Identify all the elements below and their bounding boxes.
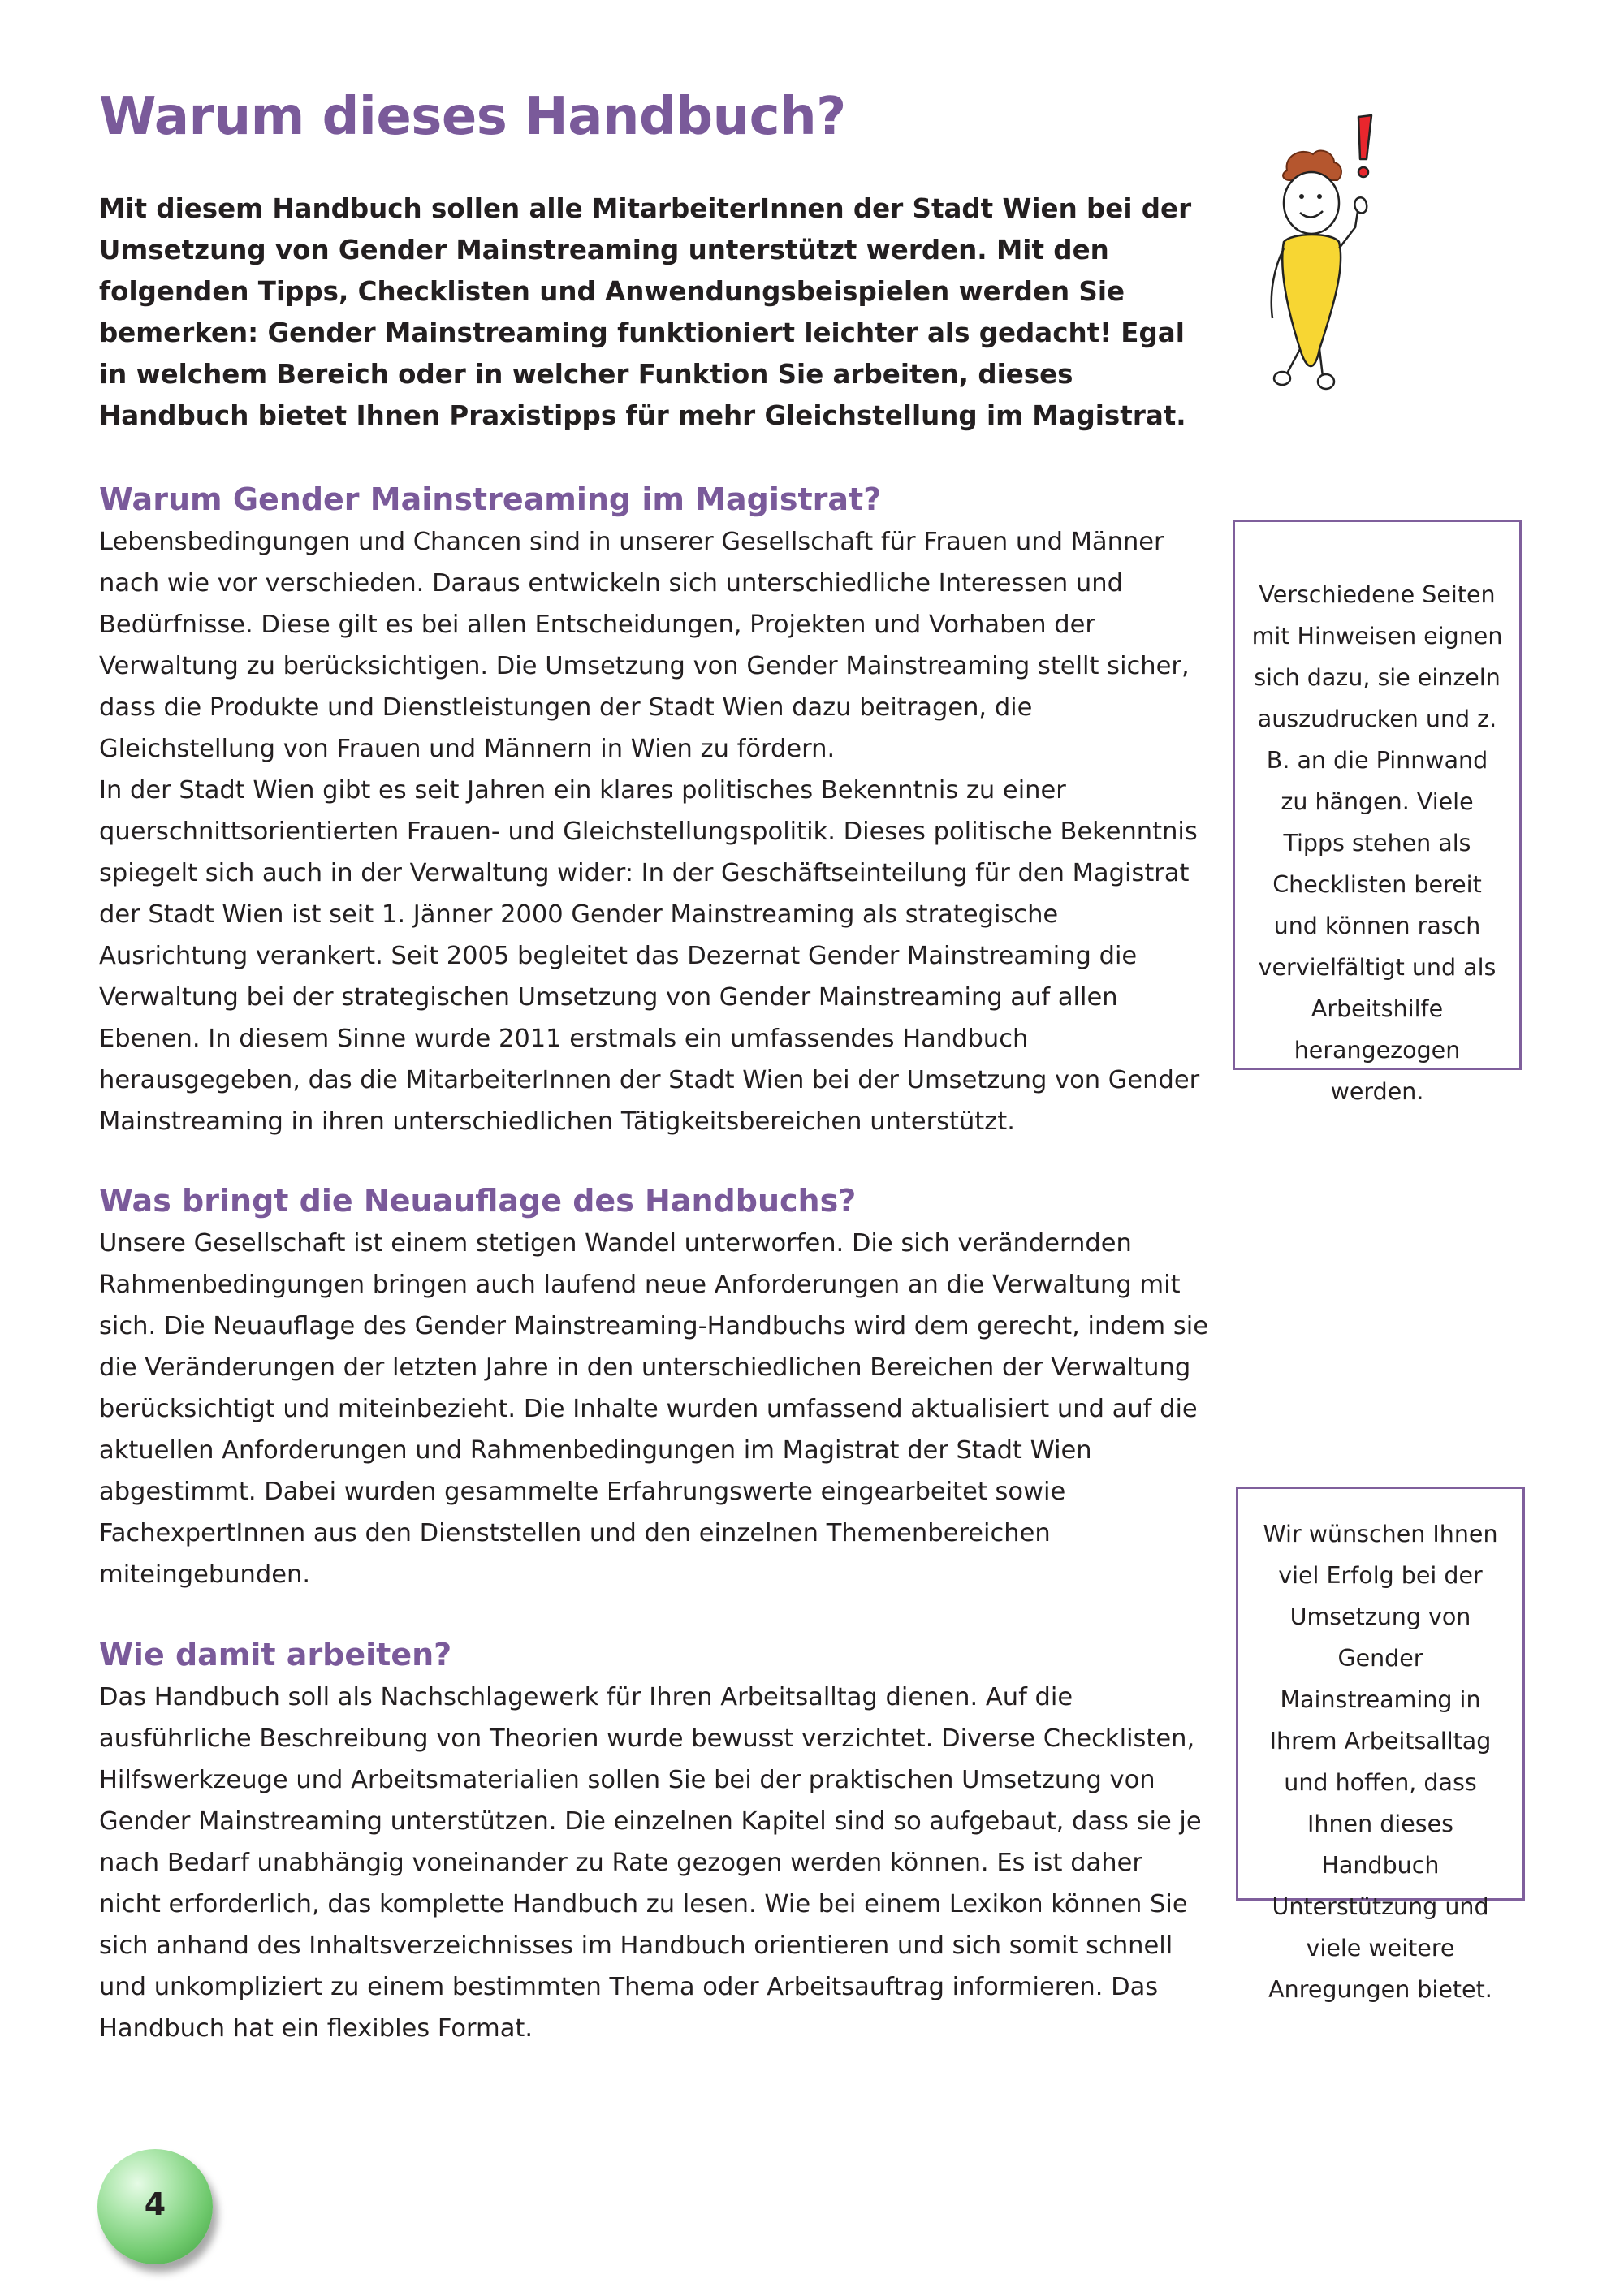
section-heading: Warum Gender Mainstreaming im Magistrat? <box>99 481 882 517</box>
exclamation-icon <box>1358 115 1371 177</box>
page-title: Warum dieses Handbuch? <box>99 87 846 147</box>
section-paragraph: Das Handbuch soll als Nachschlagewerk für Ihren Arbeitsalltag dienen. Auf die ausführliche Beschreibung von Theorien wurde bewusst verzichtet. Diverse Checklisten, Hilfswerkzeuge und Arbeitsmaterialien sollen Sie bei der praktischen Umsetzung von Gender Mainstreaming unterstützen. Die einzelnen Kapitel sind so aufgebaut, dass sie je nach Bedarf unabhängig voneinander zu Rate gezogen werden können. Es ist daher nicht erforderlich, das komplette Handbuch zu lesen. Wie bei einem Lexikon können Sie sich anhand des Inhaltsverzeichnisses im Handbuch orientieren und sich somit schnell und unkompliziert zu einem bestimmten Thema oder Arbeitsauftrag informieren. Das Handbuch hat ein flexibles Format. <box>99 1683 1202 2043</box>
sidebox-erfolg-wunsch <box>1236 1487 1525 2003</box>
section-paragraph: Lebensbedingungen und Chancen sind in unserer Gesellschaft für Frauen und Männer nach wie vor verschieden. Daraus entwickeln sich unterschiedliche Interessen und Bedürfnisse. Diese gilt es bei allen Entscheidungen, Projekten und Vorhaben der Verwaltung zu berücksichtigen. Die Umsetzung von Gender Mainstreaming stellt sicher, dass die Produkte und Dienstleistungen der Stadt Wien dazu beitragen, die Gleichstellung von Frauen und Männern in Wien zu fördern. <box>99 528 1190 763</box>
sidebox-hinweis-drucken <box>1233 520 1522 1105</box>
section-paragraph: Unsere Gesellschaft ist einem stetigen Wandel unterworfen. Die sich verändernden Rahmenbedingungen bringen auch laufend neue Anforderungen an die Verwaltung mit sich. Die Neuauflage des Gender Mainstreaming-Handbuchs wird dem gerecht, indem sie die Veränderungen der letzten Jahre in den unterschiedlichen Bereichen der Verwaltung berücksichtigt und miteinbezieht. Die Inhalte wurden umfassend aktualisiert und auf die aktuellen Anforderungen und Rahmenbedingungen im Magistrat der Stadt Wien abgestimmt. Dabei wurden gesammelte Erfahrungswerte eingearbeitet sowie FachexpertInnen aus den Dienststellen und den einzelnen Themenbereichen miteingebunden. <box>99 1229 1208 1589</box>
section-wie-damit-arbeiten <box>99 1633 1212 2049</box>
page-number: 4 <box>144 2186 166 2222</box>
section-neuauflage <box>99 1179 1212 1595</box>
sidebox-text: Verschiedene Seiten mit Hinweisen eignen sich dazu, sie einzeln auszudrucken und z. B. an die Pinnwand zu hängen. Viele Tipps stehen als Checklisten bereit und können rasch vervielfältigt und als Arbeitshilfe herangezogen werden. <box>1251 581 1503 1105</box>
character-icon <box>1272 150 1367 389</box>
intro-paragraph: Mit diesem Handbuch sollen alle MitarbeiterInnen der Stadt Wien bei der Umsetzung von Gender Mainstreaming unterstützt werden. Mit den folgenden Tipps, Checklisten und Anwendungsbeispielen werden Sie bemerken: Gender Mainstreaming funktioniert leichter als gedacht! Egal in welchem Bereich oder in welcher Funktion Sie arbeiten, dieses Handbuch bietet Ihnen Praxistipps für mehr Gleichstellung im Magistrat. <box>99 193 1192 431</box>
mascot-illustration <box>1255 106 1393 398</box>
section-heading: Wie damit arbeiten? <box>99 1637 452 1672</box>
section-heading: Was bringt die Neuauflage des Handbuchs? <box>99 1183 857 1219</box>
section-paragraph: In der Stadt Wien gibt es seit Jahren ein klares politisches Bekenntnis zu einer querschnittsorientierten Frauen- und Gleichstellungspolitik. Dieses politische Bekenntnis spiegelt sich auch in der Verwaltung wider: In der Geschäftseinteilung für den Magistrat der Stadt Wien ist seit 1. Jänner 2000 Gender Mainstreaming als strategische Ausrichtung verankert. Seit 2005 begleitet das Dezernat Gender Mainstreaming die Verwaltung bei der strategischen Umsetzung von Gender Mainstreaming auf allen Ebenen. In diesem Sinne wurde 2011 erstmals ein umfassendes Handbuch herausgegeben, das die MitarbeiterInnen der Stadt Wien bei der Umsetzung von Gender Mainstreaming in ihren unterschiedlichen Tätigkeitsbereichen unterstützt. <box>99 776 1200 1136</box>
section-warum-gender-mainstreaming <box>99 477 1212 1142</box>
page-number-badge <box>97 2149 213 2264</box>
sidebox-text: Wir wünschen Ihnen viel Erfolg bei der Umsetzung von Gender Mainstreaming in Ihrem Arbeitsalltag und hoffen, dass Ihnen dieses Handbuch Unterstützung und viele weitere Anregungen bietet. <box>1263 1521 1498 2003</box>
